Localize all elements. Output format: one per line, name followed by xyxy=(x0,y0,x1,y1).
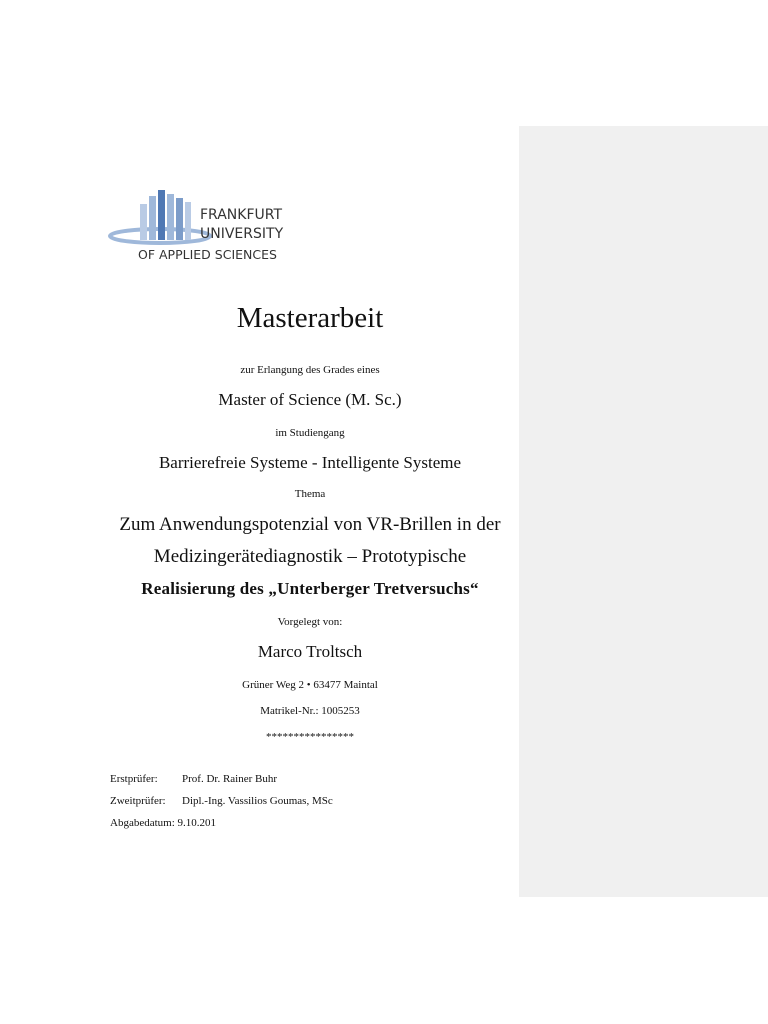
university-logo xyxy=(108,190,288,264)
logo-bar-2 xyxy=(149,196,156,240)
submission-date-label: Abgabedatum: xyxy=(110,817,175,829)
topic-label: Thema xyxy=(294,488,326,500)
logo-text-university: UNIVERSITY xyxy=(200,226,284,242)
comment-margin-pane xyxy=(519,126,768,897)
second-examiner-name: Dipl.-Ing. Vassilios Goumas, MSc xyxy=(182,795,333,807)
topic-line-1: Zum Anwendungspotenzial von VR-Brillen in der xyxy=(119,514,501,535)
submission-date-row xyxy=(110,816,216,830)
document-title: Masterarbeit xyxy=(236,302,384,334)
program-name: Barrierefreie Systeme - Intelligente Systeme xyxy=(158,453,462,472)
logo-bar-3 xyxy=(158,190,165,240)
author-name: Marco Troltsch xyxy=(257,642,363,661)
separator-line: **************** xyxy=(266,731,354,743)
topic-line-2: Medizingerätediagnostik – Prototypische xyxy=(153,546,467,567)
purpose-line: zur Erlangung des Grades eines xyxy=(240,364,380,376)
student-id: Matrikel-Nr.: 1005253 xyxy=(260,705,360,717)
first-examiner-label: Erstprüfer: xyxy=(110,773,158,785)
logo-text-frankfurt: FRANKFURT xyxy=(200,207,283,223)
logo-text-applied-sciences: OF APPLIED SCIENCES xyxy=(138,247,277,262)
first-examiner-name: Prof. Dr. Rainer Buhr xyxy=(182,773,278,785)
second-examiner-label: Zweitprüfer: xyxy=(110,795,166,807)
author-address: Grüner Weg 2 • 63477 Maintal xyxy=(242,679,378,691)
logo-bar-1 xyxy=(140,204,147,240)
logo-graphic xyxy=(108,190,288,264)
topic-line-3: Realisierung des „Unterberger Tretversuchs“ xyxy=(141,579,479,598)
submission-date-value: 9.10.201 xyxy=(177,817,217,829)
logo-bar-5 xyxy=(176,198,183,240)
program-label: im Studiengang xyxy=(275,427,345,439)
degree-line: Master of Science (M. Sc.) xyxy=(218,390,402,409)
first-examiner-row xyxy=(110,772,277,786)
logo-bar-6 xyxy=(185,202,191,240)
submitted-by-label: Vorgelegt von: xyxy=(277,616,343,628)
logo-bar-4 xyxy=(167,194,174,240)
second-examiner-row xyxy=(110,794,333,808)
